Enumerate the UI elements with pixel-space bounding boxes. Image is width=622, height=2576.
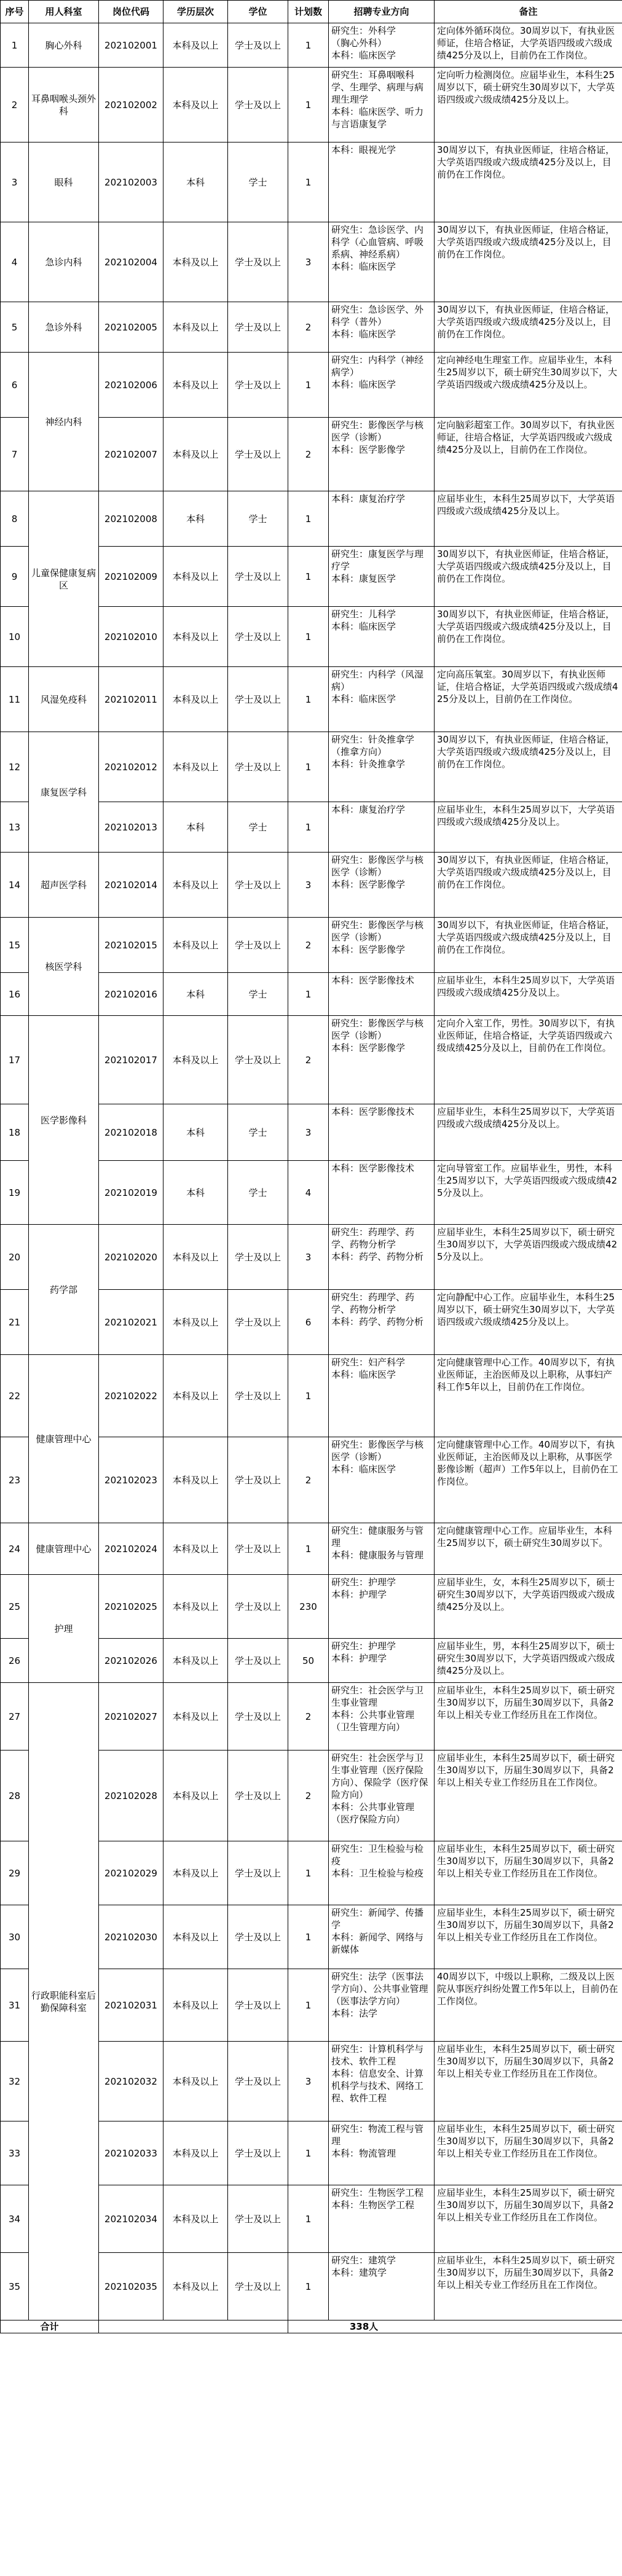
- cell-no: 33: [1, 2121, 29, 2185]
- cell-dept: 风湿免疫科: [29, 667, 99, 732]
- cell-code: 202102030: [99, 1905, 163, 1969]
- table-row: [1, 142, 622, 222]
- cell-note: 应届毕业生，本科生25周岁以下，大学英语四级或六级成绩425分及以上。: [435, 1104, 622, 1161]
- cell-degree: 学士及以上: [228, 68, 288, 142]
- header-degree: 学位: [228, 1, 288, 23]
- cell-num: 2: [288, 918, 329, 973]
- cell-note: 定向导管室工作。应届毕业生，男性，本科生25周岁以下，大学英语四级或六级成绩425分及以上。: [435, 1161, 622, 1225]
- cell-degree: 学士及以上: [228, 1355, 288, 1437]
- cell-dept-merged: 行政职能科室后勤保障科室: [29, 1683, 99, 2320]
- cell-degree: 学士及以上: [228, 2253, 288, 2320]
- cell-major: 研究生：物流工程与管理 本科：物流管理: [329, 2121, 435, 2185]
- table-row: [1, 1355, 622, 1437]
- cell-major: 研究生：计算机科学与技术、软件工程 本科：信息安全、计算机科学与技术、网络工程、软件工程: [329, 2042, 435, 2121]
- cell-degree: 学士及以上: [228, 1016, 288, 1104]
- cell-num: 1: [288, 973, 329, 1016]
- table-row: [1, 353, 622, 418]
- cell-degree: 学士及以上: [228, 1905, 288, 1969]
- cell-code: 202102025: [99, 1575, 163, 1639]
- cell-code: 202102015: [99, 918, 163, 973]
- cell-major: 研究生：影像医学与核医学（诊断） 本科：临床医学: [329, 1437, 435, 1523]
- cell-num: 2: [288, 1751, 329, 1841]
- cell-dept-merged: 药学部: [29, 1225, 99, 1355]
- cell-code: 202102027: [99, 1683, 163, 1751]
- cell-edu: 本科及以上: [163, 1905, 228, 1969]
- cell-major: 研究生：社会医学与卫生事业管理（医疗保险方向）、保险学（医疗保险方向） 本科：公共事业管理（医疗保险方向）: [329, 1751, 435, 1841]
- cell-no: 26: [1, 1639, 29, 1683]
- cell-num: 230: [288, 1575, 329, 1639]
- cell-code: 202102031: [99, 1969, 163, 2042]
- cell-degree: 学士及以上: [228, 1290, 288, 1355]
- cell-major: 本科：康复治疗学: [329, 802, 435, 853]
- cell-edu: 本科及以上: [163, 1290, 228, 1355]
- cell-num: 3: [288, 1225, 329, 1290]
- header-dept: 用人科室: [29, 1, 99, 23]
- cell-dept-merged: 儿童保健康复病区: [29, 491, 99, 667]
- cell-edu: 本科: [163, 1104, 228, 1161]
- cell-code: 202102023: [99, 1437, 163, 1523]
- table-row: [1, 1683, 622, 1751]
- cell-num: 1: [288, 607, 329, 667]
- cell-note: 定向体外循环岗位。30周岁以下，有执业医师证，住培合格证，大学英语四级或六级成绩425分及以上，目前仍在工作岗位。: [435, 23, 622, 68]
- cell-num: 1: [288, 802, 329, 853]
- cell-num: 3: [288, 2042, 329, 2121]
- cell-degree: 学士及以上: [228, 1639, 288, 1683]
- cell-major: 研究生：针灸推拿学（推拿方向） 本科：针灸推拿学: [329, 732, 435, 802]
- cell-no: 12: [1, 732, 29, 802]
- cell-edu: 本科及以上: [163, 222, 228, 302]
- header-no: 序号: [1, 1, 29, 23]
- cell-code: 202102035: [99, 2253, 163, 2320]
- cell-edu: 本科及以上: [163, 667, 228, 732]
- cell-code: 202102007: [99, 418, 163, 491]
- cell-degree: 学士: [228, 1161, 288, 1225]
- cell-degree: 学士及以上: [228, 2185, 288, 2253]
- cell-dept: 急诊内科: [29, 222, 99, 302]
- cell-no: 30: [1, 1905, 29, 1969]
- cell-num: 2: [288, 1016, 329, 1104]
- cell-edu: 本科及以上: [163, 1751, 228, 1841]
- cell-num: 3: [288, 222, 329, 302]
- cell-note: 30周岁以下，有执业医师证，往培合格证，大学英语四级或六级成绩425分及以上，目前仍在工作岗位。: [435, 142, 622, 222]
- cell-no: 4: [1, 222, 29, 302]
- cell-no: 27: [1, 1683, 29, 1751]
- table-row: [1, 1523, 622, 1575]
- cell-dept: 耳鼻咽喉头颈外科: [29, 68, 99, 142]
- header-note: 备注: [435, 1, 622, 23]
- cell-edu: 本科及以上: [163, 302, 228, 353]
- table-row: [1, 1016, 622, 1104]
- cell-note: 应届毕业生，本科生25周岁以下，硕士研究生30周岁以下，历届生30周岁以下，具备2年以上相关专业工作经历且在工作岗位。: [435, 2185, 622, 2253]
- cell-dept: 胸心外科: [29, 23, 99, 68]
- cell-edu: 本科及以上: [163, 1016, 228, 1104]
- cell-edu: 本科及以上: [163, 2042, 228, 2121]
- cell-code: 202102020: [99, 1225, 163, 1290]
- cell-edu: 本科: [163, 142, 228, 222]
- cell-no: 34: [1, 2185, 29, 2253]
- cell-no: 21: [1, 1290, 29, 1355]
- cell-note: 应届毕业生，本科生25周岁以下，硕士研究生30周岁以下，大学英语四级或六级成绩425分及以上。: [435, 1225, 622, 1290]
- cell-code: 202102014: [99, 853, 163, 918]
- cell-major: 研究生：新闻学、传播学 本科：新闻学、网络与新媒体: [329, 1905, 435, 1969]
- cell-edu: 本科: [163, 1161, 228, 1225]
- cell-dept-merged: 护理: [29, 1575, 99, 1683]
- cell-degree: 学士及以上: [228, 1225, 288, 1290]
- cell-major: 研究生：急诊医学、外科学（普外） 本科：临床医学: [329, 302, 435, 353]
- cell-major: 本科：医学影像技术: [329, 1104, 435, 1161]
- cell-edu: 本科及以上: [163, 2185, 228, 2253]
- cell-code: 202102012: [99, 732, 163, 802]
- cell-degree: 学士及以上: [228, 222, 288, 302]
- table-body: [1, 23, 622, 2320]
- cell-edu: 本科及以上: [163, 23, 228, 68]
- cell-edu: 本科及以上: [163, 418, 228, 491]
- cell-dept-merged: 医学影像科: [29, 1016, 99, 1225]
- cell-degree: 学士及以上: [228, 547, 288, 607]
- cell-major: 本科：医学影像技术: [329, 973, 435, 1016]
- table-row: [1, 853, 622, 918]
- cell-edu: 本科及以上: [163, 1523, 228, 1575]
- cell-dept: 急诊外科: [29, 302, 99, 353]
- cell-dept-merged: 神经内科: [29, 353, 99, 491]
- cell-no: 18: [1, 1104, 29, 1161]
- cell-note: 定向健康管理中心工作。40周岁以下，有执业医师证，主治医师及以上职称，从事妇产科工作5年以上，目前仍在工作岗位。: [435, 1355, 622, 1437]
- cell-degree: 学士及以上: [228, 1751, 288, 1841]
- cell-edu: 本科及以上: [163, 1683, 228, 1751]
- cell-note: 应届毕业生，本科生25周岁以下，大学英语四级或六级成绩425分及以上。: [435, 973, 622, 1016]
- cell-dept-merged: 健康管理中心: [29, 1355, 99, 1523]
- cell-no: 2: [1, 68, 29, 142]
- cell-major: 本科：康复治疗学: [329, 491, 435, 547]
- cell-no: 28: [1, 1751, 29, 1841]
- cell-major: 研究生：内科学（神经病学） 本科：临床医学: [329, 353, 435, 418]
- cell-num: 1: [288, 2121, 329, 2185]
- cell-code: 202102006: [99, 353, 163, 418]
- cell-edu: 本科及以上: [163, 1575, 228, 1639]
- cell-no: 19: [1, 1161, 29, 1225]
- table-row: [1, 732, 622, 802]
- cell-edu: 本科及以上: [163, 853, 228, 918]
- cell-code: 202102013: [99, 802, 163, 853]
- cell-num: 1: [288, 1841, 329, 1905]
- header-code: 岗位代码: [99, 1, 163, 23]
- cell-code: 202102016: [99, 973, 163, 1016]
- cell-major: 本科：医学影像技术: [329, 1161, 435, 1225]
- cell-num: 3: [288, 1104, 329, 1161]
- cell-code: 202102001: [99, 23, 163, 68]
- cell-num: 1: [288, 23, 329, 68]
- cell-note: 定向神经电生理室工作。应届毕业生，本科生25周岁以下，硕士研究生30周岁以下，大学英语四级或六级成绩425分及以上。: [435, 353, 622, 418]
- cell-num: 1: [288, 1355, 329, 1437]
- cell-note: 30周岁以下，有执业医师证，住培合格证，大学英语四级或六级成绩425分及以上，目前仍在工作岗位。: [435, 222, 622, 302]
- cell-code: 202102034: [99, 2185, 163, 2253]
- cell-note: 30周岁以下，有执业医师证，住培合格证，大学英语四级或六级成绩425分及以上，目前仍在工作岗位。: [435, 547, 622, 607]
- cell-no: 35: [1, 2253, 29, 2320]
- cell-code: 202102021: [99, 1290, 163, 1355]
- header-num: 计划数: [288, 1, 329, 23]
- cell-major: 本科：眼视光学: [329, 142, 435, 222]
- cell-no: 15: [1, 918, 29, 973]
- cell-degree: 学士及以上: [228, 853, 288, 918]
- cell-edu: 本科及以上: [163, 2121, 228, 2185]
- cell-degree: 学士及以上: [228, 667, 288, 732]
- cell-degree: 学士及以上: [228, 2042, 288, 2121]
- cell-num: 1: [288, 353, 329, 418]
- cell-num: 1: [288, 2185, 329, 2253]
- cell-major: 研究生：护理学 本科：护理学: [329, 1575, 435, 1639]
- cell-code: 202102022: [99, 1355, 163, 1437]
- cell-no: 16: [1, 973, 29, 1016]
- cell-no: 32: [1, 2042, 29, 2121]
- cell-edu: 本科及以上: [163, 547, 228, 607]
- cell-major: 研究生：急诊医学、内科学（心血管病、呼吸系病、神经系病） 本科：临床医学: [329, 222, 435, 302]
- table-row: [1, 1575, 622, 1639]
- cell-no: 31: [1, 1969, 29, 2042]
- cell-degree: 学士: [228, 491, 288, 547]
- cell-dept-merged: 核医学科: [29, 918, 99, 1016]
- cell-edu: 本科: [163, 802, 228, 853]
- cell-note: 30周岁以下，有执业医师证，住培合格证，大学英语四级或六级成绩425分及以上，目前仍在工作岗位。: [435, 853, 622, 918]
- cell-note: 应届毕业生，女，本科生25周岁以下，硕士研究生30周岁以下，大学英语四级或六级成绩425分及以上。: [435, 1575, 622, 1639]
- cell-major: 研究生：影像医学与核医学（诊断） 本科：医学影像学: [329, 1016, 435, 1104]
- cell-major: 研究生：建筑学 本科：建筑学: [329, 2253, 435, 2320]
- cell-degree: 学士及以上: [228, 23, 288, 68]
- cell-major: 研究生：外科学 （胸心外科） 本科：临床医学: [329, 23, 435, 68]
- cell-edu: 本科及以上: [163, 1355, 228, 1437]
- cell-code: 202102011: [99, 667, 163, 732]
- cell-no: 3: [1, 142, 29, 222]
- cell-note: 应届毕业生，本科生25周岁以下，硕士研究生30周岁以下，历届生30周岁以下，具备2年以上相关专业工作经历且在工作岗位。: [435, 1751, 622, 1841]
- cell-major: 研究生：生物医学工程 本科：生物医学工程: [329, 2185, 435, 2253]
- cell-major: 研究生：影像医学与核医学（诊断） 本科：医学影像学: [329, 418, 435, 491]
- cell-degree: 学士: [228, 802, 288, 853]
- cell-note: 应届毕业生，本科生25周岁以下，硕士研究生30周岁以下，历届生30周岁以下，具备2年以上相关专业工作经历且在工作岗位。: [435, 1683, 622, 1751]
- cell-num: 2: [288, 1683, 329, 1751]
- cell-no: 24: [1, 1523, 29, 1575]
- total-blank: [99, 2320, 288, 2333]
- header-edu: 学历层次: [163, 1, 228, 23]
- cell-degree: 学士及以上: [228, 1969, 288, 2042]
- cell-note: 定向介入室工作，男性。30周岁以下，有执业医师证，住培合格证，大学英语四级或六级成绩425分及以上，目前仍在工作岗位。: [435, 1016, 622, 1104]
- cell-code: 202102032: [99, 2042, 163, 2121]
- cell-major: 研究生：药理学、药学、药物分析学 本科：药学、药物分析: [329, 1225, 435, 1290]
- cell-edu: 本科及以上: [163, 1969, 228, 2042]
- cell-dept: 眼科: [29, 142, 99, 222]
- cell-code: 202102003: [99, 142, 163, 222]
- cell-note: 应届毕业生，男，本科生25周岁以下，硕士研究生30周岁以下，大学英语四级或六级成绩425分及以上。: [435, 1639, 622, 1683]
- cell-note: 定向健康管理中心工作。40周岁以下，有执业医师证，主治医师及以上职称，从事医学影像诊断（超声）工作5年以上，目前仍在工作岗位。: [435, 1437, 622, 1523]
- cell-no: 25: [1, 1575, 29, 1639]
- cell-degree: 学士及以上: [228, 1523, 288, 1575]
- cell-num: 1: [288, 1523, 329, 1575]
- cell-note: 定向健康管理中心工作。应届毕业生，本科生25周岁以下，硕士研究生30周岁以下。: [435, 1523, 622, 1575]
- cell-num: 50: [288, 1639, 329, 1683]
- cell-no: 1: [1, 23, 29, 68]
- cell-code: 202102002: [99, 68, 163, 142]
- cell-no: 6: [1, 353, 29, 418]
- cell-degree: 学士: [228, 973, 288, 1016]
- total-row: [1, 2320, 622, 2333]
- cell-note: 30周岁以下，有执业医师证，住培合格证，大学英语四级或六级成绩425分及以上，目前仍在工作岗位。: [435, 302, 622, 353]
- cell-degree: 学士及以上: [228, 302, 288, 353]
- cell-no: 23: [1, 1437, 29, 1523]
- cell-num: 6: [288, 1290, 329, 1355]
- cell-major: 研究生：内科学（风湿病） 本科：临床医学: [329, 667, 435, 732]
- cell-degree: 学士及以上: [228, 353, 288, 418]
- table-row: [1, 1225, 622, 1290]
- cell-note: 应届毕业生，本科生25周岁以下，硕士研究生30周岁以下，历届生30周岁以下，具备2年以上相关专业工作经历且在工作岗位。: [435, 1841, 622, 1905]
- table-row: [1, 222, 622, 302]
- cell-code: 202102008: [99, 491, 163, 547]
- table-row: [1, 68, 622, 142]
- cell-note: 应届毕业生，本科生25周岁以下，硕士研究生30周岁以下，历届生30周岁以下，具备2年以上相关专业工作经历且在工作岗位。: [435, 1905, 622, 1969]
- cell-note: 定向听力检测岗位。应届毕业生，本科生25周岁以下，硕士研究生30周岁以下，大学英语四级或六级成绩425分及以上。: [435, 68, 622, 142]
- cell-code: 202102010: [99, 607, 163, 667]
- cell-edu: 本科及以上: [163, 918, 228, 973]
- cell-edu: 本科及以上: [163, 1225, 228, 1290]
- cell-note: 定向脑彩超室工作。30周岁以下，有执业医师证，往培合格证，大学英语四级或六级成绩425分及以上，目前仍在工作岗位。: [435, 418, 622, 491]
- cell-code: 202102029: [99, 1841, 163, 1905]
- cell-edu: 本科: [163, 973, 228, 1016]
- cell-num: 4: [288, 1161, 329, 1225]
- cell-code: 202102017: [99, 1016, 163, 1104]
- cell-code: 202102028: [99, 1751, 163, 1841]
- cell-major: 研究生：健康服务与管理 本科：健康服务与管理: [329, 1523, 435, 1575]
- cell-major: 研究生：卫生检验与检疫 本科：卫生检验与检疫: [329, 1841, 435, 1905]
- cell-num: 1: [288, 547, 329, 607]
- cell-note: 30周岁以下，有执业医师证，住培合格证，大学英语四级或六级成绩425分及以上，目前仍在工作岗位。: [435, 732, 622, 802]
- cell-code: 202102026: [99, 1639, 163, 1683]
- cell-note: 应届毕业生，本科生25周岁以下，硕士研究生30周岁以下，历届生30周岁以下，具备2年以上相关专业工作经历且在工作岗位。: [435, 2042, 622, 2121]
- cell-no: 14: [1, 853, 29, 918]
- cell-num: 2: [288, 302, 329, 353]
- cell-note: 40周岁以下，中级以上职称，二级及以上医院从事医疗纠纷处置工作5年以上，目前仍在工作岗位。: [435, 1969, 622, 2042]
- table-row: [1, 918, 622, 973]
- cell-num: 2: [288, 418, 329, 491]
- cell-no: 8: [1, 491, 29, 547]
- cell-num: 1: [288, 667, 329, 732]
- cell-degree: 学士及以上: [228, 918, 288, 973]
- cell-edu: 本科及以上: [163, 607, 228, 667]
- cell-edu: 本科及以上: [163, 732, 228, 802]
- cell-degree: 学士及以上: [228, 607, 288, 667]
- cell-num: 1: [288, 142, 329, 222]
- cell-note: 30周岁以下，有执业医师证，住培合格证，大学英语四级或六级成绩425分及以上，目前仍在工作岗位。: [435, 607, 622, 667]
- cell-code: 202102005: [99, 302, 163, 353]
- cell-major: 研究生：药理学、药学、药物分析学 本科：药学、药物分析: [329, 1290, 435, 1355]
- header-major: 招聘专业方向: [329, 1, 435, 23]
- cell-dept: 超声医学科: [29, 853, 99, 918]
- cell-no: 5: [1, 302, 29, 353]
- cell-edu: 本科及以上: [163, 353, 228, 418]
- cell-no: 13: [1, 802, 29, 853]
- cell-no: 29: [1, 1841, 29, 1905]
- cell-major: 研究生：耳鼻咽喉科学、生理学、病理与病理生理学 本科：临床医学、听力与言语康复学: [329, 68, 435, 142]
- cell-edu: 本科及以上: [163, 68, 228, 142]
- cell-no: 7: [1, 418, 29, 491]
- cell-no: 20: [1, 1225, 29, 1290]
- header-row: [1, 1, 622, 23]
- cell-code: 202102009: [99, 547, 163, 607]
- total-value: 338人: [288, 2320, 622, 2333]
- cell-code: 202102033: [99, 2121, 163, 2185]
- table-row: [1, 667, 622, 732]
- cell-code: 202102018: [99, 1104, 163, 1161]
- cell-no: 11: [1, 667, 29, 732]
- cell-degree: 学士: [228, 142, 288, 222]
- table-row: [1, 23, 622, 68]
- cell-num: 1: [288, 68, 329, 142]
- cell-edu: 本科及以上: [163, 1639, 228, 1683]
- table-row: [1, 491, 622, 547]
- cell-degree: 学士及以上: [228, 732, 288, 802]
- cell-no: 10: [1, 607, 29, 667]
- cell-major: 研究生：影像医学与核医学（诊断） 本科：医学影像学: [329, 853, 435, 918]
- cell-major: 研究生：康复医学与理疗学 本科：康复医学: [329, 547, 435, 607]
- cell-major: 研究生：妇产科学 本科：临床医学: [329, 1355, 435, 1437]
- cell-note: 定向静配中心工作。应届毕业生，本科生25周岁以下，硕士研究生30周岁以下，大学英语四级或六级成绩425分及以上。: [435, 1290, 622, 1355]
- cell-degree: 学士及以上: [228, 1841, 288, 1905]
- cell-degree: 学士及以上: [228, 1683, 288, 1751]
- cell-num: 1: [288, 1905, 329, 1969]
- cell-degree: 学士及以上: [228, 2121, 288, 2185]
- cell-note: 30周岁以下，有执业医师证，住培合格证，大学英语四级或六级成绩425分及以上，目前仍在工作岗位。: [435, 918, 622, 973]
- cell-degree: 学士及以上: [228, 1437, 288, 1523]
- cell-num: 3: [288, 853, 329, 918]
- table-row: [1, 302, 622, 353]
- cell-note: 定向高压氧室。30周岁以下，有执业医师证，住培合格证，大学英语四级或六级成绩425分及以上，目前仍在工作岗位。: [435, 667, 622, 732]
- cell-dept-merged: 康复医学科: [29, 732, 99, 853]
- total-label: 合计: [1, 2320, 99, 2333]
- cell-code: 202102019: [99, 1161, 163, 1225]
- cell-num: 1: [288, 491, 329, 547]
- cell-num: 1: [288, 1969, 329, 2042]
- cell-degree: 学士及以上: [228, 418, 288, 491]
- cell-degree: 学士: [228, 1104, 288, 1161]
- cell-major: 研究生：社会医学与卫生事业管理 本科：公共事业管理（卫生管理方向）: [329, 1683, 435, 1751]
- cell-edu: 本科及以上: [163, 2253, 228, 2320]
- cell-no: 17: [1, 1016, 29, 1104]
- cell-no: 22: [1, 1355, 29, 1437]
- cell-num: 2: [288, 1437, 329, 1523]
- cell-num: 1: [288, 2253, 329, 2320]
- cell-edu: 本科及以上: [163, 1841, 228, 1905]
- cell-code: 202102024: [99, 1523, 163, 1575]
- cell-major: 研究生：影像医学与核医学（诊断） 本科：医学影像学: [329, 918, 435, 973]
- cell-dept: 健康管理中心: [29, 1523, 99, 1575]
- cell-note: 应届毕业生，本科生25周岁以下，大学英语四级或六级成绩425分及以上。: [435, 491, 622, 547]
- cell-major: 研究生：儿科学 本科：临床医学: [329, 607, 435, 667]
- cell-degree: 学士及以上: [228, 1575, 288, 1639]
- cell-num: 1: [288, 732, 329, 802]
- cell-edu: 本科: [163, 491, 228, 547]
- cell-note: 应届毕业生，本科生25周岁以下，大学英语四级或六级成绩425分及以上。: [435, 802, 622, 853]
- cell-note: 应届毕业生，本科生25周岁以下，硕士研究生30周岁以下，历届生30周岁以下，具备2年以上相关专业工作经历且在工作岗位。: [435, 2253, 622, 2320]
- cell-code: 202102004: [99, 222, 163, 302]
- cell-note: 应届毕业生，本科生25周岁以下，硕士研究生30周岁以下，历届生30周岁以下，具备2年以上相关专业工作经历且在工作岗位。: [435, 2121, 622, 2185]
- cell-major: 研究生：法学（医事法学方向）、公共事业管理（医事法学方向） 本科：法学: [329, 1969, 435, 2042]
- cell-major: 研究生：护理学 本科：护理学: [329, 1639, 435, 1683]
- cell-no: 9: [1, 547, 29, 607]
- cell-edu: 本科及以上: [163, 1437, 228, 1523]
